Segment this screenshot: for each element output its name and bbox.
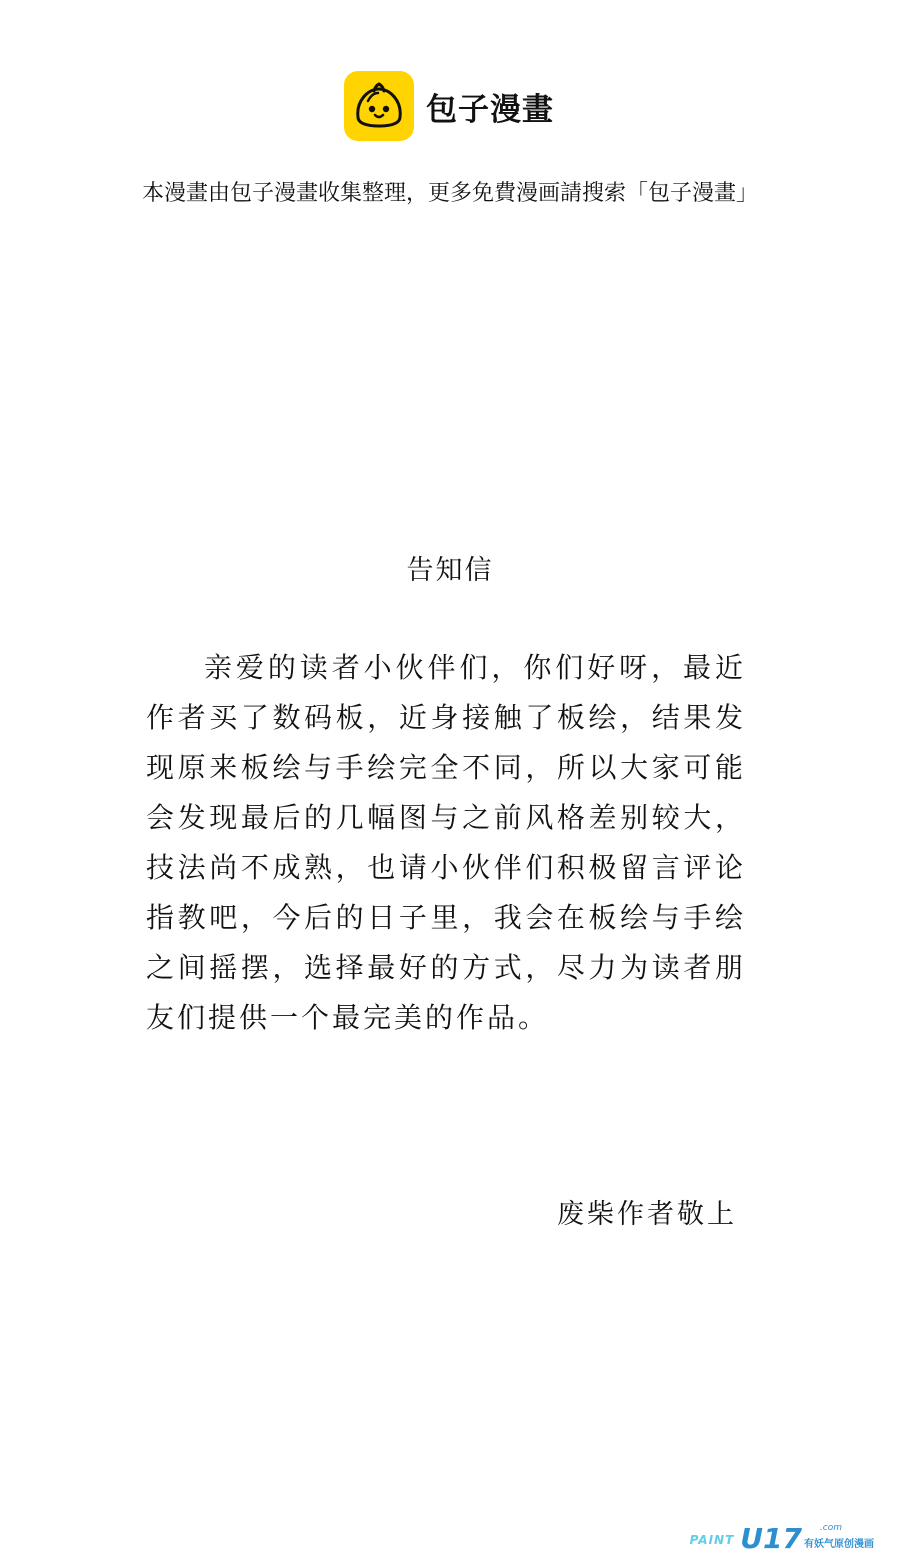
source-notice: 本漫畫由包子漫畫收集整理，更多免費漫画請搜索「包子漫畫」 [141,181,758,206]
brand-header [344,70,554,142]
letter-signoff: 废柴作者敬上 [557,1199,737,1230]
letter-body: 亲爱的读者小伙伴们，你们好呀，最近作者买了数码板，近身接触了板绘，结果发现原来板绘与手绘完全不同，所以大家可能会发现最后的几幅图与之前风格差别较大，技法尚不成熟，也请小伙伴们积极留言评论指教吧，今后的日子里，我会在板绘与手绘之间摇摆，选择最好的方式，尽力为读者朋友们提供一个最完美的作品。 [146,651,746,1034]
u17-watermark [689,1522,874,1555]
watermark-tagline: 有妖气原创漫画 [804,1539,874,1550]
watermark-logo: U17 [740,1522,802,1555]
watermark-domain: .com [819,1523,842,1533]
baozi-logo-icon [344,71,414,141]
watermark-stripe-text: PAINT [689,1533,735,1547]
letter-title: 告知信 [406,555,494,586]
brand-name: 包子漫畫 [426,91,554,128]
